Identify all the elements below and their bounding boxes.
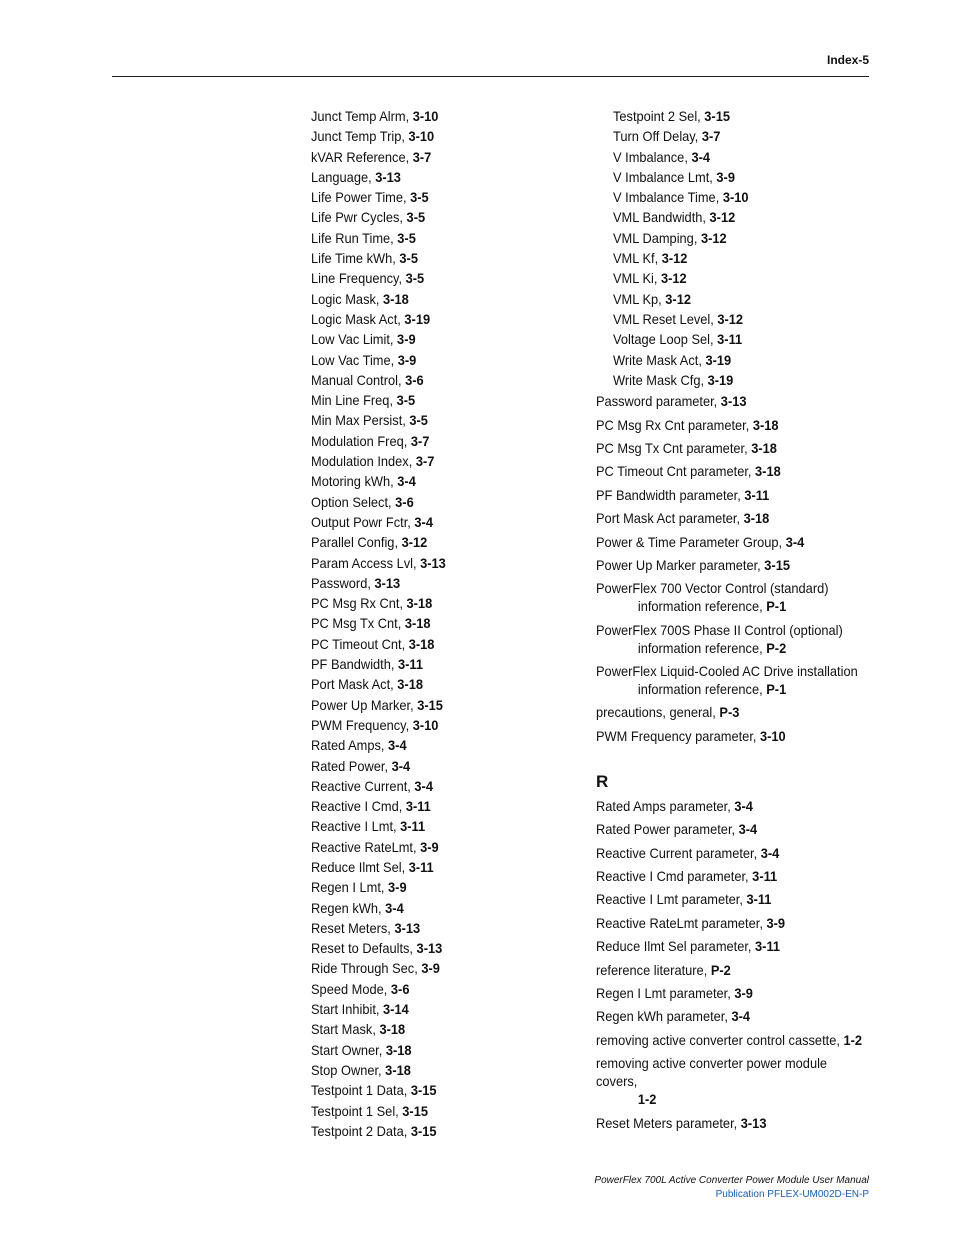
index-entry — [613, 351, 867, 371]
page-reference: 3-6 — [405, 372, 424, 388]
page-reference: 1-2 — [637, 1092, 657, 1108]
index-entry — [613, 188, 867, 208]
index-entry — [596, 534, 866, 552]
page-reference: 3-5 — [396, 393, 416, 409]
index-term: Junct Temp Trip, — [311, 129, 409, 145]
page-reference: P-3 — [719, 705, 740, 721]
index-term: Regen kWh, — [311, 900, 386, 916]
page-reference: 3-12 — [717, 311, 744, 327]
index-term: Life Run Time, — [311, 230, 398, 246]
page-reference: 3-18 — [751, 440, 777, 456]
index-entry — [613, 310, 867, 330]
index-entry — [311, 208, 562, 228]
index-entry — [311, 777, 562, 797]
index-entry-continuation — [596, 598, 866, 616]
index-entry — [311, 696, 562, 716]
page-reference: 3-7 — [701, 129, 721, 145]
index-entry — [613, 269, 867, 289]
page-reference: 3-5 — [405, 271, 425, 287]
page-reference: 3-9 — [397, 332, 416, 348]
page-reference: 3-9 — [716, 169, 735, 185]
index-term: Rated Power parameter, — [596, 822, 739, 838]
index-entry — [311, 675, 562, 695]
page-reference: 3-18 — [408, 636, 435, 652]
index-entry — [596, 393, 866, 411]
index-term: Rated Power, — [311, 758, 392, 774]
index-term-continuation: information reference, — [637, 599, 767, 615]
index-entry — [613, 107, 867, 127]
index-entry — [311, 269, 562, 289]
index-term: VML Ki, — [613, 271, 662, 287]
index-entry — [311, 249, 562, 269]
index-entry — [311, 310, 562, 330]
index-term: Output Powr Fctr, — [311, 514, 415, 530]
index-entry-continuation — [596, 681, 866, 699]
page-reference: 3-18 — [404, 616, 431, 632]
index-term: Logic Mask, — [311, 291, 384, 307]
index-entry — [311, 1061, 562, 1081]
page-reference: 3-7 — [415, 454, 435, 470]
index-entry — [311, 330, 562, 350]
page-reference: 3-18 — [752, 417, 779, 433]
index-term: Reactive I Cmd, — [311, 799, 406, 815]
index-entry — [311, 290, 562, 310]
index-term: Start Owner, — [311, 1042, 386, 1058]
index-entry — [311, 635, 562, 655]
index-entry — [596, 440, 866, 458]
index-term: kVAR Reference, — [311, 149, 413, 165]
page-reference: 3-4 — [414, 514, 433, 530]
page-reference: 1-2 — [843, 1032, 863, 1048]
index-term: Ride Through Sec, — [311, 961, 422, 977]
index-entry — [311, 797, 562, 817]
page-reference: 3-4 — [414, 778, 433, 794]
page-reference: 3-18 — [385, 1062, 411, 1078]
index-entry — [596, 704, 866, 722]
index-entry — [311, 1020, 562, 1040]
index-entry — [311, 574, 562, 594]
page-reference: 3-7 — [410, 433, 430, 449]
page-reference: 3-4 — [385, 900, 404, 916]
footer-title: PowerFlex 700L Active Converter Power Module User Manual — [594, 1175, 869, 1186]
page-reference: 3-18 — [743, 511, 770, 527]
index-entry — [311, 817, 562, 837]
page-reference: P-1 — [766, 599, 787, 615]
page-reference: P-2 — [766, 640, 787, 656]
index-term: V Imbalance Lmt, — [613, 169, 717, 185]
index-entry — [311, 614, 562, 634]
index-entry — [596, 938, 866, 956]
index-term: VML Reset Level, — [613, 311, 718, 327]
index-term: PC Msg Tx Cnt parameter, — [596, 440, 752, 456]
index-term: Reactive Current parameter, — [596, 845, 761, 861]
index-term: Logic Mask Act, — [311, 311, 405, 327]
index-entry — [596, 1008, 866, 1026]
index-term: Reactive RateLmt parameter, — [596, 915, 767, 931]
index-entry — [311, 959, 562, 979]
index-entry — [311, 939, 562, 959]
index-term: Reduce Ilmt Sel parameter, — [596, 939, 756, 955]
index-term: VML Bandwidth, — [613, 210, 710, 226]
page-reference: 3-13 — [374, 575, 401, 591]
index-entry — [311, 899, 562, 919]
index-term: V Imbalance Time, — [613, 190, 723, 206]
index-entry — [613, 249, 867, 269]
index-term: Min Max Persist, — [311, 413, 410, 429]
index-term: PowerFlex 700S Phase II Control (optional) — [596, 622, 843, 638]
page-label: Index-5 — [826, 53, 869, 67]
index-entry — [311, 1122, 562, 1142]
index-term: Option Select, — [311, 494, 396, 510]
index-term: Parallel Config, — [311, 535, 402, 551]
index-entry — [613, 208, 867, 228]
index-entry — [596, 915, 866, 933]
index-entry — [311, 371, 562, 391]
index-term: V Imbalance, — [613, 149, 692, 165]
index-entry — [596, 580, 866, 616]
index-entry — [596, 557, 866, 575]
index-term: Reset Meters, — [311, 920, 395, 936]
index-term: Reduce Ilmt Sel, — [311, 859, 409, 875]
page-reference: 3-19 — [705, 352, 732, 368]
index-term: Modulation Freq, — [311, 433, 411, 449]
index-term: Reactive I Lmt, — [311, 819, 401, 835]
index-entry — [613, 371, 867, 391]
page-reference: 3-4 — [731, 1009, 751, 1025]
index-term: PWM Frequency, — [311, 717, 413, 733]
index-entry — [311, 432, 562, 452]
index-term: Testpoint 2 Sel, — [613, 109, 705, 124]
index-entry — [311, 148, 562, 168]
index-term: Port Mask Act parameter, — [596, 511, 744, 527]
index-entry — [596, 821, 866, 839]
page-reference: 3-4 — [734, 798, 753, 814]
page-reference: 3-19 — [404, 311, 431, 327]
index-term: PC Msg Tx Cnt, — [311, 616, 405, 632]
page-reference: P-2 — [710, 962, 731, 978]
page-reference: 3-15 — [704, 109, 730, 124]
index-entry — [311, 452, 562, 472]
index-term: Testpoint 1 Sel, — [311, 1103, 403, 1119]
index-entry — [596, 798, 866, 816]
page-reference: 3-10 — [412, 109, 439, 124]
index-term: Regen I Lmt parameter, — [596, 985, 735, 1001]
index-entry — [596, 663, 866, 699]
index-entry — [311, 919, 562, 939]
page-reference: 3-10 — [412, 717, 439, 733]
index-term: Low Vac Time, — [311, 352, 398, 368]
index-term: Min Line Freq, — [311, 393, 397, 409]
page-reference: 3-5 — [399, 251, 418, 267]
page-reference: 3-9 — [766, 915, 786, 931]
index-term: Testpoint 1 Data, — [311, 1083, 411, 1099]
page-reference: 3-9 — [421, 961, 440, 977]
index-entry — [311, 716, 562, 736]
index-entry — [311, 878, 562, 898]
index-entry — [311, 513, 562, 533]
index-term: Life Pwr Cycles, — [311, 210, 407, 226]
index-term: Param Access Lvl, — [311, 555, 421, 571]
index-entry — [311, 493, 562, 513]
index-entry — [311, 168, 562, 188]
page-reference: 3-15 — [410, 1083, 437, 1099]
index-term: Power & Time Parameter Group, — [596, 534, 786, 550]
index-column-left — [311, 107, 581, 1142]
index-entry — [311, 1000, 562, 1020]
index-term: Reactive RateLmt, — [311, 839, 421, 855]
index-entry — [596, 487, 866, 505]
index-term: PWM Frequency parameter, — [596, 728, 761, 744]
index-term: VML Kf, — [613, 251, 662, 267]
index-term: Password, — [311, 575, 375, 591]
index-entry — [596, 622, 866, 658]
page-reference: 3-11 — [744, 487, 770, 503]
page-reference: 3-4 — [691, 149, 711, 165]
index-term: Reactive I Cmd parameter, — [596, 869, 753, 885]
page-reference: 3-4 — [397, 474, 416, 490]
index-entry — [596, 985, 866, 1003]
index-term: Rated Amps parameter, — [596, 798, 735, 814]
page-reference: 3-13 — [394, 920, 421, 936]
page-reference: 3-11 — [398, 657, 423, 673]
index-entry — [596, 1055, 866, 1109]
index-term: Port Mask Act, — [311, 677, 398, 693]
page-reference: 3-15 — [410, 1123, 437, 1139]
index-term: Language, — [311, 169, 376, 185]
index-entry — [311, 351, 562, 371]
page-reference: 3-9 — [734, 985, 753, 1001]
index-term: PC Timeout Cnt, — [311, 636, 409, 652]
page-reference: 3-11 — [408, 859, 434, 875]
index-term: PF Bandwidth parameter, — [596, 487, 745, 503]
index-entry — [596, 1115, 866, 1133]
index-term: Start Mask, — [311, 1022, 380, 1038]
section-letter: R — [596, 771, 609, 791]
page-reference: 3-13 — [375, 169, 401, 185]
index-entry — [596, 1032, 866, 1050]
index-entry — [311, 858, 562, 878]
index-term: Password parameter, — [596, 394, 721, 410]
index-entry — [596, 868, 866, 886]
index-entry — [311, 838, 562, 858]
page-reference: 3-14 — [383, 1002, 409, 1018]
page-reference: 3-12 — [661, 251, 688, 267]
page-reference: 3-4 — [388, 738, 407, 754]
index-entry — [596, 845, 866, 863]
page-reference: 3-18 — [755, 464, 781, 480]
index-entry — [311, 655, 562, 675]
index-term: Power Up Marker, — [311, 697, 418, 713]
page-reference: 3-9 — [420, 839, 439, 855]
index-term: Start Inhibit, — [311, 1002, 384, 1018]
index-term: PC Timeout Cnt parameter, — [596, 464, 756, 480]
index-entry — [613, 168, 867, 188]
page-reference: 3-12 — [661, 271, 687, 287]
index-term: PowerFlex 700 Vector Control (standard) — [596, 581, 829, 597]
index-term: Life Power Time, — [311, 190, 411, 206]
index-entry — [311, 757, 562, 777]
page-reference: 3-13 — [420, 555, 446, 571]
index-term: Motoring kWh, — [311, 474, 398, 490]
index-term: Life Time kWh, — [311, 251, 400, 267]
index-entry — [311, 472, 562, 492]
index-term: Manual Control, — [311, 372, 406, 388]
index-term: Line Frequency, — [311, 271, 406, 287]
index-entry-continuation — [596, 1091, 866, 1109]
index-term: Stop Owner, — [311, 1062, 386, 1078]
index-entry — [311, 1081, 562, 1101]
page-reference: 3-5 — [406, 210, 426, 226]
index-term: Power Up Marker parameter, — [596, 557, 765, 573]
page-reference: 3-11 — [755, 939, 781, 955]
index-term: PowerFlex Liquid-Cooled AC Drive installation — [596, 664, 858, 680]
index-entry — [311, 736, 562, 756]
page-reference: 3-18 — [406, 596, 433, 612]
index-term: Rated Amps, — [311, 738, 389, 754]
footer-publication-link[interactable]: Publication PFLEX-UM002D-EN-P — [715, 1189, 869, 1200]
page-reference: 3-11 — [746, 892, 772, 908]
index-entry — [311, 411, 562, 431]
index-entry — [311, 391, 562, 411]
page-reference: 3-9 — [397, 352, 417, 368]
page-reference: 3-19 — [707, 372, 734, 388]
page-reference: 3-18 — [383, 291, 409, 307]
page-reference: 3-12 — [665, 291, 691, 307]
index-term: Voltage Loop Sel, — [613, 332, 718, 348]
page-reference: 3-12 — [700, 230, 727, 246]
index-entry — [613, 330, 867, 350]
page-reference: 3-4 — [760, 845, 780, 861]
page-reference: 3-10 — [760, 728, 786, 744]
page-reference: 3-4 — [738, 822, 758, 838]
index-term: Speed Mode, — [311, 981, 391, 997]
index-entry — [613, 229, 867, 249]
page-reference: 3-15 — [402, 1103, 428, 1119]
index-term: Reactive Current, — [311, 778, 415, 794]
page-reference: P-1 — [766, 682, 787, 698]
page-reference: 3-11 — [717, 332, 743, 348]
index-entry — [311, 594, 562, 614]
index-term: VML Kp, — [613, 291, 666, 307]
index-term: Modulation Index, — [311, 454, 416, 470]
index-term: removing active converter power module covers, — [596, 1056, 828, 1090]
index-term: Testpoint 2 Data, — [311, 1123, 411, 1139]
index-term-continuation: information reference, — [637, 682, 767, 698]
page-reference: 3-7 — [412, 149, 432, 165]
index-entry — [596, 891, 866, 909]
index-term: removing active converter control cassette, — [596, 1032, 844, 1048]
index-entry — [596, 510, 866, 528]
page-reference: 3-5 — [397, 230, 416, 246]
page-reference: 3-4 — [785, 534, 805, 550]
page-reference: 3-11 — [752, 869, 778, 885]
index-entry — [613, 148, 867, 168]
page-reference: 3-10 — [408, 129, 435, 145]
index-column-right — [596, 107, 886, 1138]
index-term: Write Mask Cfg, — [613, 372, 708, 388]
page-reference: 3-6 — [390, 981, 410, 997]
index-entry — [613, 127, 867, 147]
page-reference: 3-13 — [740, 1115, 767, 1131]
index-term: PF Bandwidth, — [311, 657, 399, 673]
index-term: Regen I Lmt, — [311, 880, 389, 896]
page-reference: 3-5 — [410, 190, 429, 206]
page-reference: 3-9 — [388, 880, 407, 896]
index-term: Low Vac Limit, — [311, 332, 398, 348]
header-rule — [112, 76, 869, 77]
index-entry — [311, 188, 562, 208]
index-term: Regen kWh parameter, — [596, 1009, 732, 1025]
index-term: Write Mask Act, — [613, 352, 706, 368]
page-reference: 3-5 — [409, 413, 428, 429]
page-reference: 3-4 — [391, 758, 411, 774]
index-term: Turn Off Delay, — [613, 129, 702, 145]
page-reference: 3-18 — [397, 677, 423, 693]
index-entry — [311, 1102, 562, 1122]
page-reference: 3-6 — [395, 494, 414, 510]
index-term: Reset to Defaults, — [311, 941, 417, 957]
index-entry — [596, 417, 866, 435]
page-reference: 3-18 — [379, 1022, 406, 1038]
index-term: Reset Meters parameter, — [596, 1115, 741, 1131]
index-entry — [311, 980, 562, 1000]
index-entry — [596, 463, 866, 481]
index-term: reference literature, — [596, 962, 711, 978]
index-term-continuation: information reference, — [637, 640, 767, 656]
page-reference: 3-12 — [401, 535, 428, 551]
page-reference: 3-11 — [405, 799, 431, 815]
index-term: Junct Temp Alrm, — [311, 109, 413, 124]
index-entry — [613, 290, 867, 310]
index-entry — [311, 127, 562, 147]
index-term: PC Msg Rx Cnt parameter, — [596, 417, 753, 433]
page-reference: 3-15 — [764, 557, 790, 573]
index-entry — [311, 107, 562, 127]
page-reference: 3-13 — [416, 941, 443, 957]
index-term: precautions, general, — [596, 705, 720, 721]
index-term: VML Damping, — [613, 230, 701, 246]
page-reference: 3-10 — [722, 190, 749, 206]
index-entry — [311, 533, 562, 553]
index-entry — [596, 962, 866, 980]
page-reference: 3-11 — [400, 819, 426, 835]
index-term: PC Msg Rx Cnt, — [311, 596, 407, 612]
index-entry-continuation — [596, 640, 866, 658]
page-reference: 3-12 — [709, 210, 736, 226]
index-entry — [596, 728, 866, 746]
page-reference: 3-15 — [417, 697, 443, 713]
page-reference: 3-13 — [720, 394, 747, 410]
page-reference: 3-18 — [385, 1042, 412, 1058]
index-entry — [311, 1041, 562, 1061]
index-entry — [311, 229, 562, 249]
index-term: Reactive I Lmt parameter, — [596, 892, 747, 908]
index-entry — [311, 554, 562, 574]
